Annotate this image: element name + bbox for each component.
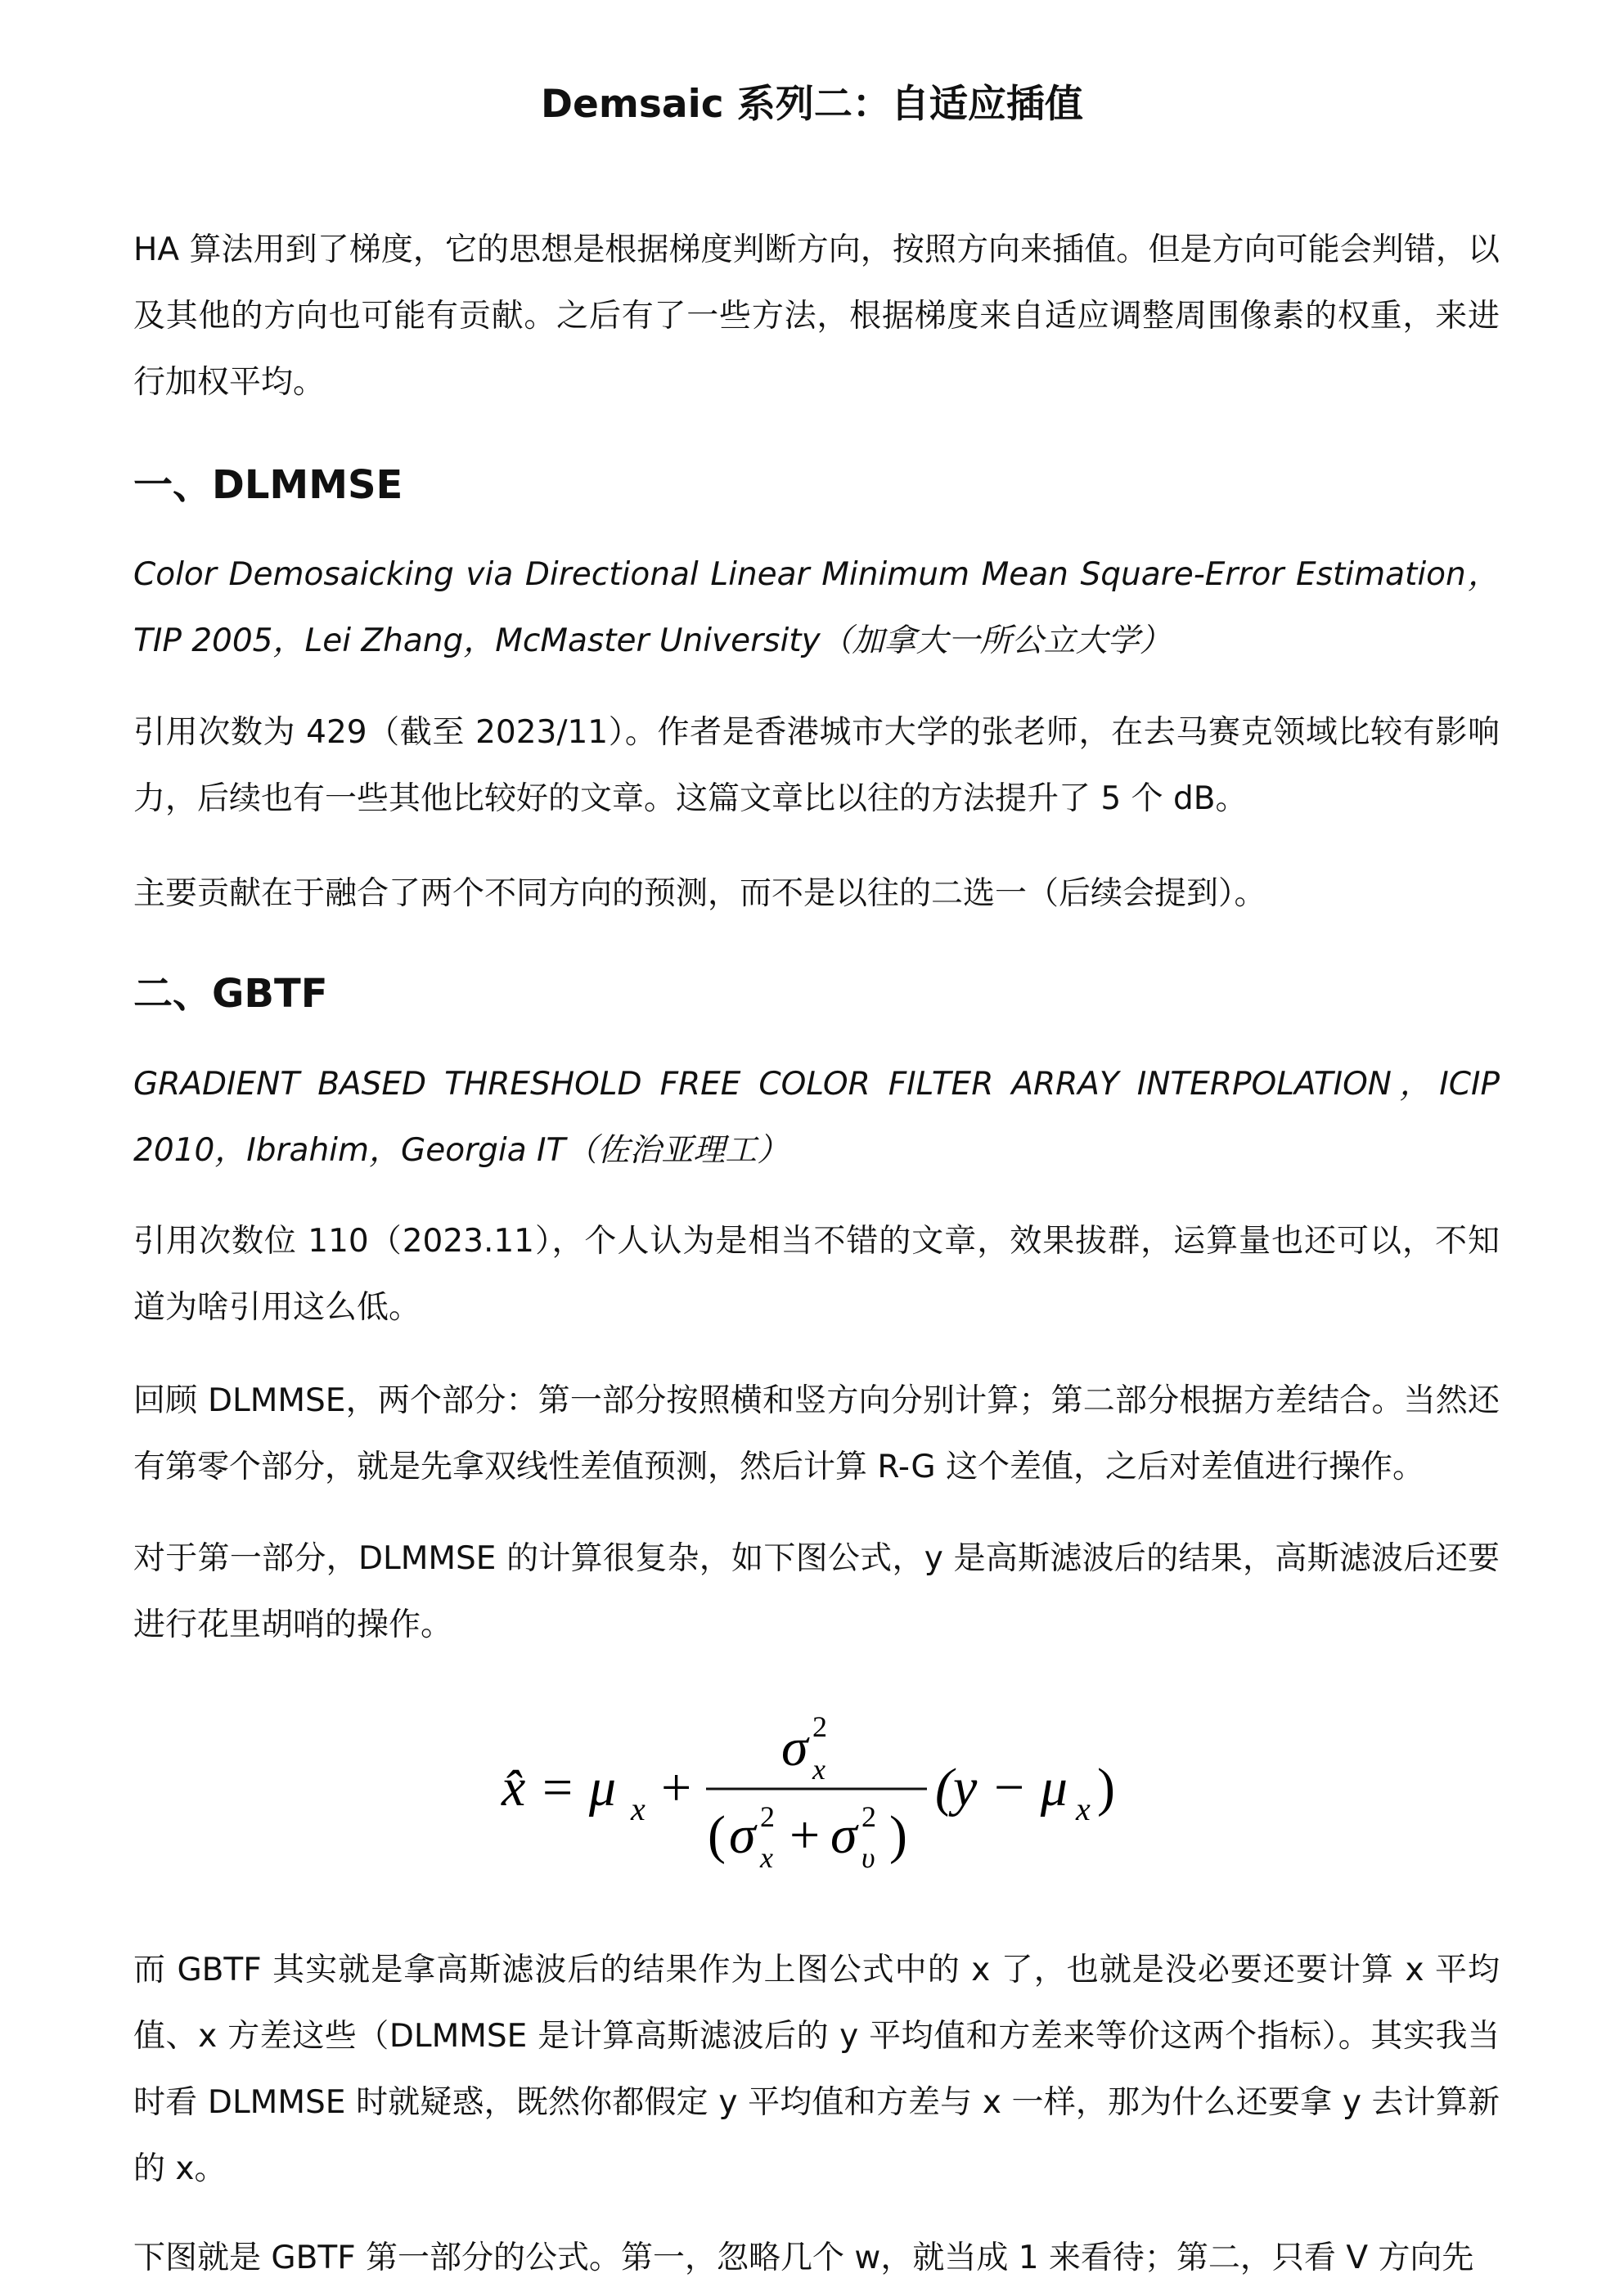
- formula-num-sup: 2: [812, 1710, 827, 1743]
- formula-den-sup-v: 2: [861, 1800, 876, 1833]
- formula-num-sub: x: [812, 1753, 825, 1786]
- formula-rhs-close: ): [1096, 1758, 1115, 1817]
- formula-den-plus: +: [789, 1805, 820, 1865]
- paragraph-dlmmse-citations: 引用次数为 429（截至 2023/11）。作者是香港城市大学的张老师，在去马赛克领域比较有影响力，后续也有一些其他比较好的文章。这篇文章比以往的方法提升了 5 个 dB。: [133, 714, 1500, 817]
- formula-plus: +: [660, 1758, 691, 1817]
- formula-den-sigma-v: σ: [830, 1805, 857, 1865]
- section-heading-gbtf: 二、GBTF: [133, 971, 328, 1017]
- formula-den-sub-v: υ: [861, 1841, 875, 1874]
- formula-den-rparen: ): [888, 1805, 907, 1865]
- paragraph-gbtf-formula-intro: 下图就是 GBTF 第一部分的公式。第一，忽略几个 w，就当成 1 来看待；第二，只看 V 方向先: [133, 2240, 1474, 2276]
- formula-den-lparen: (: [707, 1805, 726, 1865]
- formula-den-sigma-x: σ: [728, 1805, 756, 1865]
- dlmmse-formula: [0, 1697, 1624, 1885]
- formula-num-sigma: σ: [781, 1718, 808, 1777]
- paragraph-dlmmse-contribution: 主要贡献在于融合了两个不同方向的预测，而不是以往的二选一（后续会提到）。: [133, 875, 1266, 912]
- formula-lhs-subscript: x: [630, 1791, 646, 1827]
- citation-dlmmse: Color Demosaicking via Directional Linear Minimum Mean Square-Error Estimation，TIP 2005，Lei Zhang，McMaster University（加拿大一所公立大学）: [133, 556, 1500, 659]
- formula-den-sup-x: 2: [759, 1800, 775, 1833]
- formula-lhs: x̂ = μ: [501, 1758, 616, 1817]
- formula-rhs: (y − μ: [934, 1758, 1068, 1817]
- paragraph-gbtf-explanation: 而 GBTF 其实就是拿高斯滤波后的结果作为上图公式中的 x 了，也就是没必要还要计算 x 平均值、x 方差这些（DLMMSE 是计算高斯滤波后的 y 平均值和方差来等价这两个指标）。其实我当时看 DLMMSE 时就疑惑，既然你都假定 y 平均值和方差与 x 一样，那为什么还要拿 y 去计算新的 x。: [133, 1952, 1500, 2187]
- paragraph-gbtf-citations: 引用次数位 110（2023.11），个人认为是相当不错的文章，效果拔群，运算量也还可以，不知道为啥引用这么低。: [133, 1223, 1500, 1326]
- paragraph-dlmmse-review: 回顾 DLMMSE，两个部分：第一部分按照横和竖方向分别计算；第二部分根据方差结合。当然还有第零个部分，就是先拿双线性差值预测，然后计算 R-G 这个差值，之后对差值进行操作。: [133, 1382, 1500, 1485]
- formula-rhs-subscript: x: [1075, 1791, 1091, 1827]
- paragraph-first-part: 对于第一部分，DLMMSE 的计算很复杂，如下图公式，y 是高斯滤波后的结果，高斯滤波后还要进行花里胡哨的操作。: [133, 1540, 1500, 1643]
- page-title: Demsaic 系列二：自适应插值: [541, 82, 1083, 127]
- section-heading-dlmmse: 一、DLMMSE: [133, 462, 403, 508]
- intro-paragraph: HA 算法用到了梯度，它的思想是根据梯度判断方向，按照方向来插值。但是方向可能会判错，以及其他的方向也可能有贡献。之后有了一些方法，根据梯度来自适应调整周围像素的权重，来进行加权平均。: [133, 231, 1500, 401]
- citation-gbtf: GRADIENT BASED THRESHOLD FREE COLOR FILTER ARRAY INTERPOLATION，ICIP 2010，Ibrahim，Georgia IT（佐治亚理工）: [133, 1066, 1500, 1169]
- formula-graphic: [493, 1697, 1131, 1885]
- formula-den-sub-x: x: [759, 1841, 773, 1874]
